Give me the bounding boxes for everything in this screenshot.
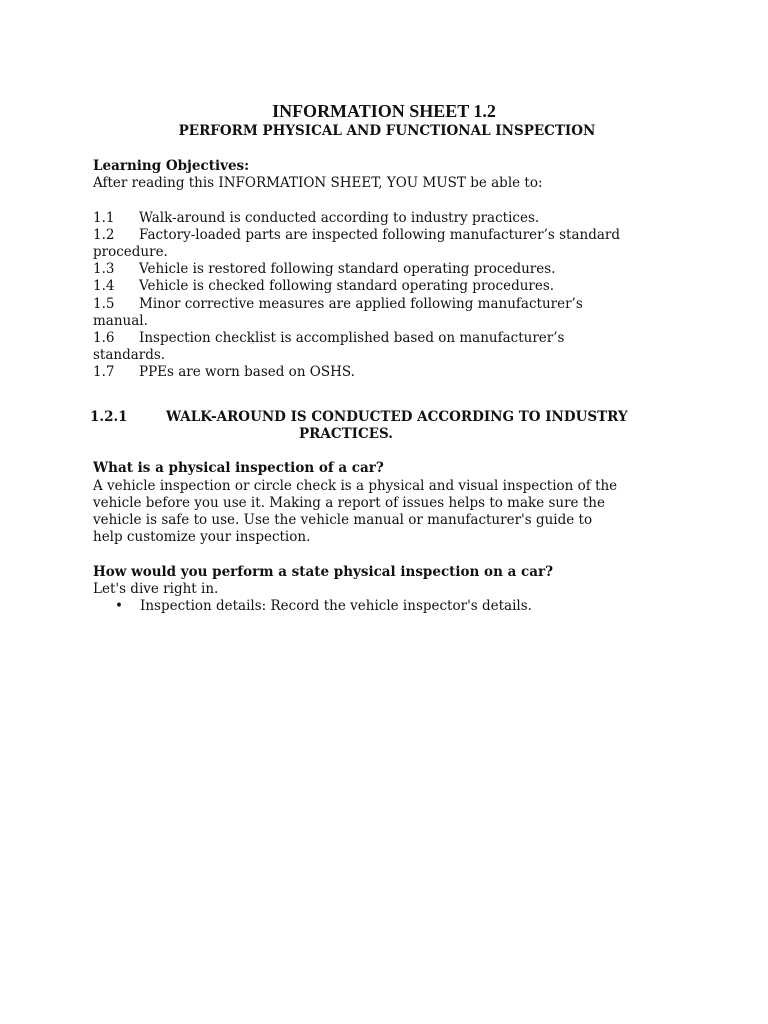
objective-text: PPEs are worn based on OSHS.	[139, 364, 355, 381]
document-title: INFORMATION SHEET 1.2	[272, 101, 496, 121]
objective-continuation: procedure.	[93, 244, 168, 260]
objective-number: 1.7	[93, 364, 115, 381]
objective-number: 1.3	[93, 261, 115, 278]
objective-text: Vehicle is checked following standard operating procedures.	[139, 278, 555, 295]
spacer	[93, 382, 693, 399]
objective-number: 1.2	[93, 226, 115, 243]
paragraph-line: vehicle before you use it. Making a report of issues helps to make sure the	[93, 494, 605, 511]
learning-objectives-intro: After reading this INFORMATION SHEET, YOU MUST be able to:	[93, 175, 543, 192]
objective-continuation: standards.	[93, 347, 166, 364]
objective-text: Inspection checklist is accomplished based on manufacturer’s	[139, 330, 565, 347]
objective-number: 1.1	[93, 209, 115, 226]
list-item	[93, 598, 693, 615]
list-item-text: Inspection details: Record the vehicle inspector's details.	[140, 598, 532, 615]
paragraph-line: A vehicle inspection or circle check is a physical and visual inspection of the	[93, 477, 618, 494]
objective-text: Minor corrective measures are applied following manufacturer’s	[139, 295, 583, 312]
paragraph-line: Let's dive right in.	[93, 580, 219, 597]
objective-number: 1.5	[93, 295, 115, 312]
question-heading: How would you perform a state physical inspection on a car?	[93, 563, 554, 580]
objective-text: Vehicle is restored following standard operating procedures.	[139, 261, 556, 278]
objective-item	[93, 261, 693, 278]
objective-item	[93, 296, 693, 313]
objective-item	[93, 227, 693, 244]
spacer	[93, 399, 693, 409]
learning-objectives-heading: Learning Objectives:	[93, 158, 250, 174]
section-title-line1: WALK-AROUND IS CONDUCTED ACCORDING TO INDUSTRY	[166, 408, 628, 425]
section-title-line2: PRACTICES.	[299, 426, 393, 443]
document-body	[90, 158, 693, 615]
objective-number: 1.6	[93, 330, 115, 347]
paragraph-line: vehicle is safe to use. Use the vehicle manual or manufacturer's guide to	[93, 512, 593, 529]
bullet-list	[93, 598, 693, 615]
objective-text: Walk-around is conducted according to industry practices.	[139, 209, 540, 226]
section-heading	[90, 409, 693, 443]
objective-item	[93, 278, 693, 295]
paragraph-line: help customize your inspection.	[93, 529, 311, 546]
section-number: 1.2.1	[90, 408, 128, 425]
document-subtitle: PERFORM PHYSICAL AND FUNCTIONAL INSPECTION	[178, 123, 596, 139]
spacer	[93, 192, 693, 209]
spacer	[93, 546, 693, 563]
objectives-list	[93, 210, 693, 382]
objective-item	[93, 364, 693, 381]
question-heading: What is a physical inspection of a car?	[93, 460, 384, 477]
spacer	[93, 443, 693, 460]
objective-number: 1.4	[93, 278, 115, 295]
objective-item	[93, 330, 693, 347]
bullet-icon: •	[115, 598, 123, 615]
objective-continuation: manual.	[93, 312, 148, 329]
objective-text: Factory-loaded parts are inspected following manufacturer’s standard	[139, 226, 621, 243]
objective-item	[93, 210, 693, 227]
